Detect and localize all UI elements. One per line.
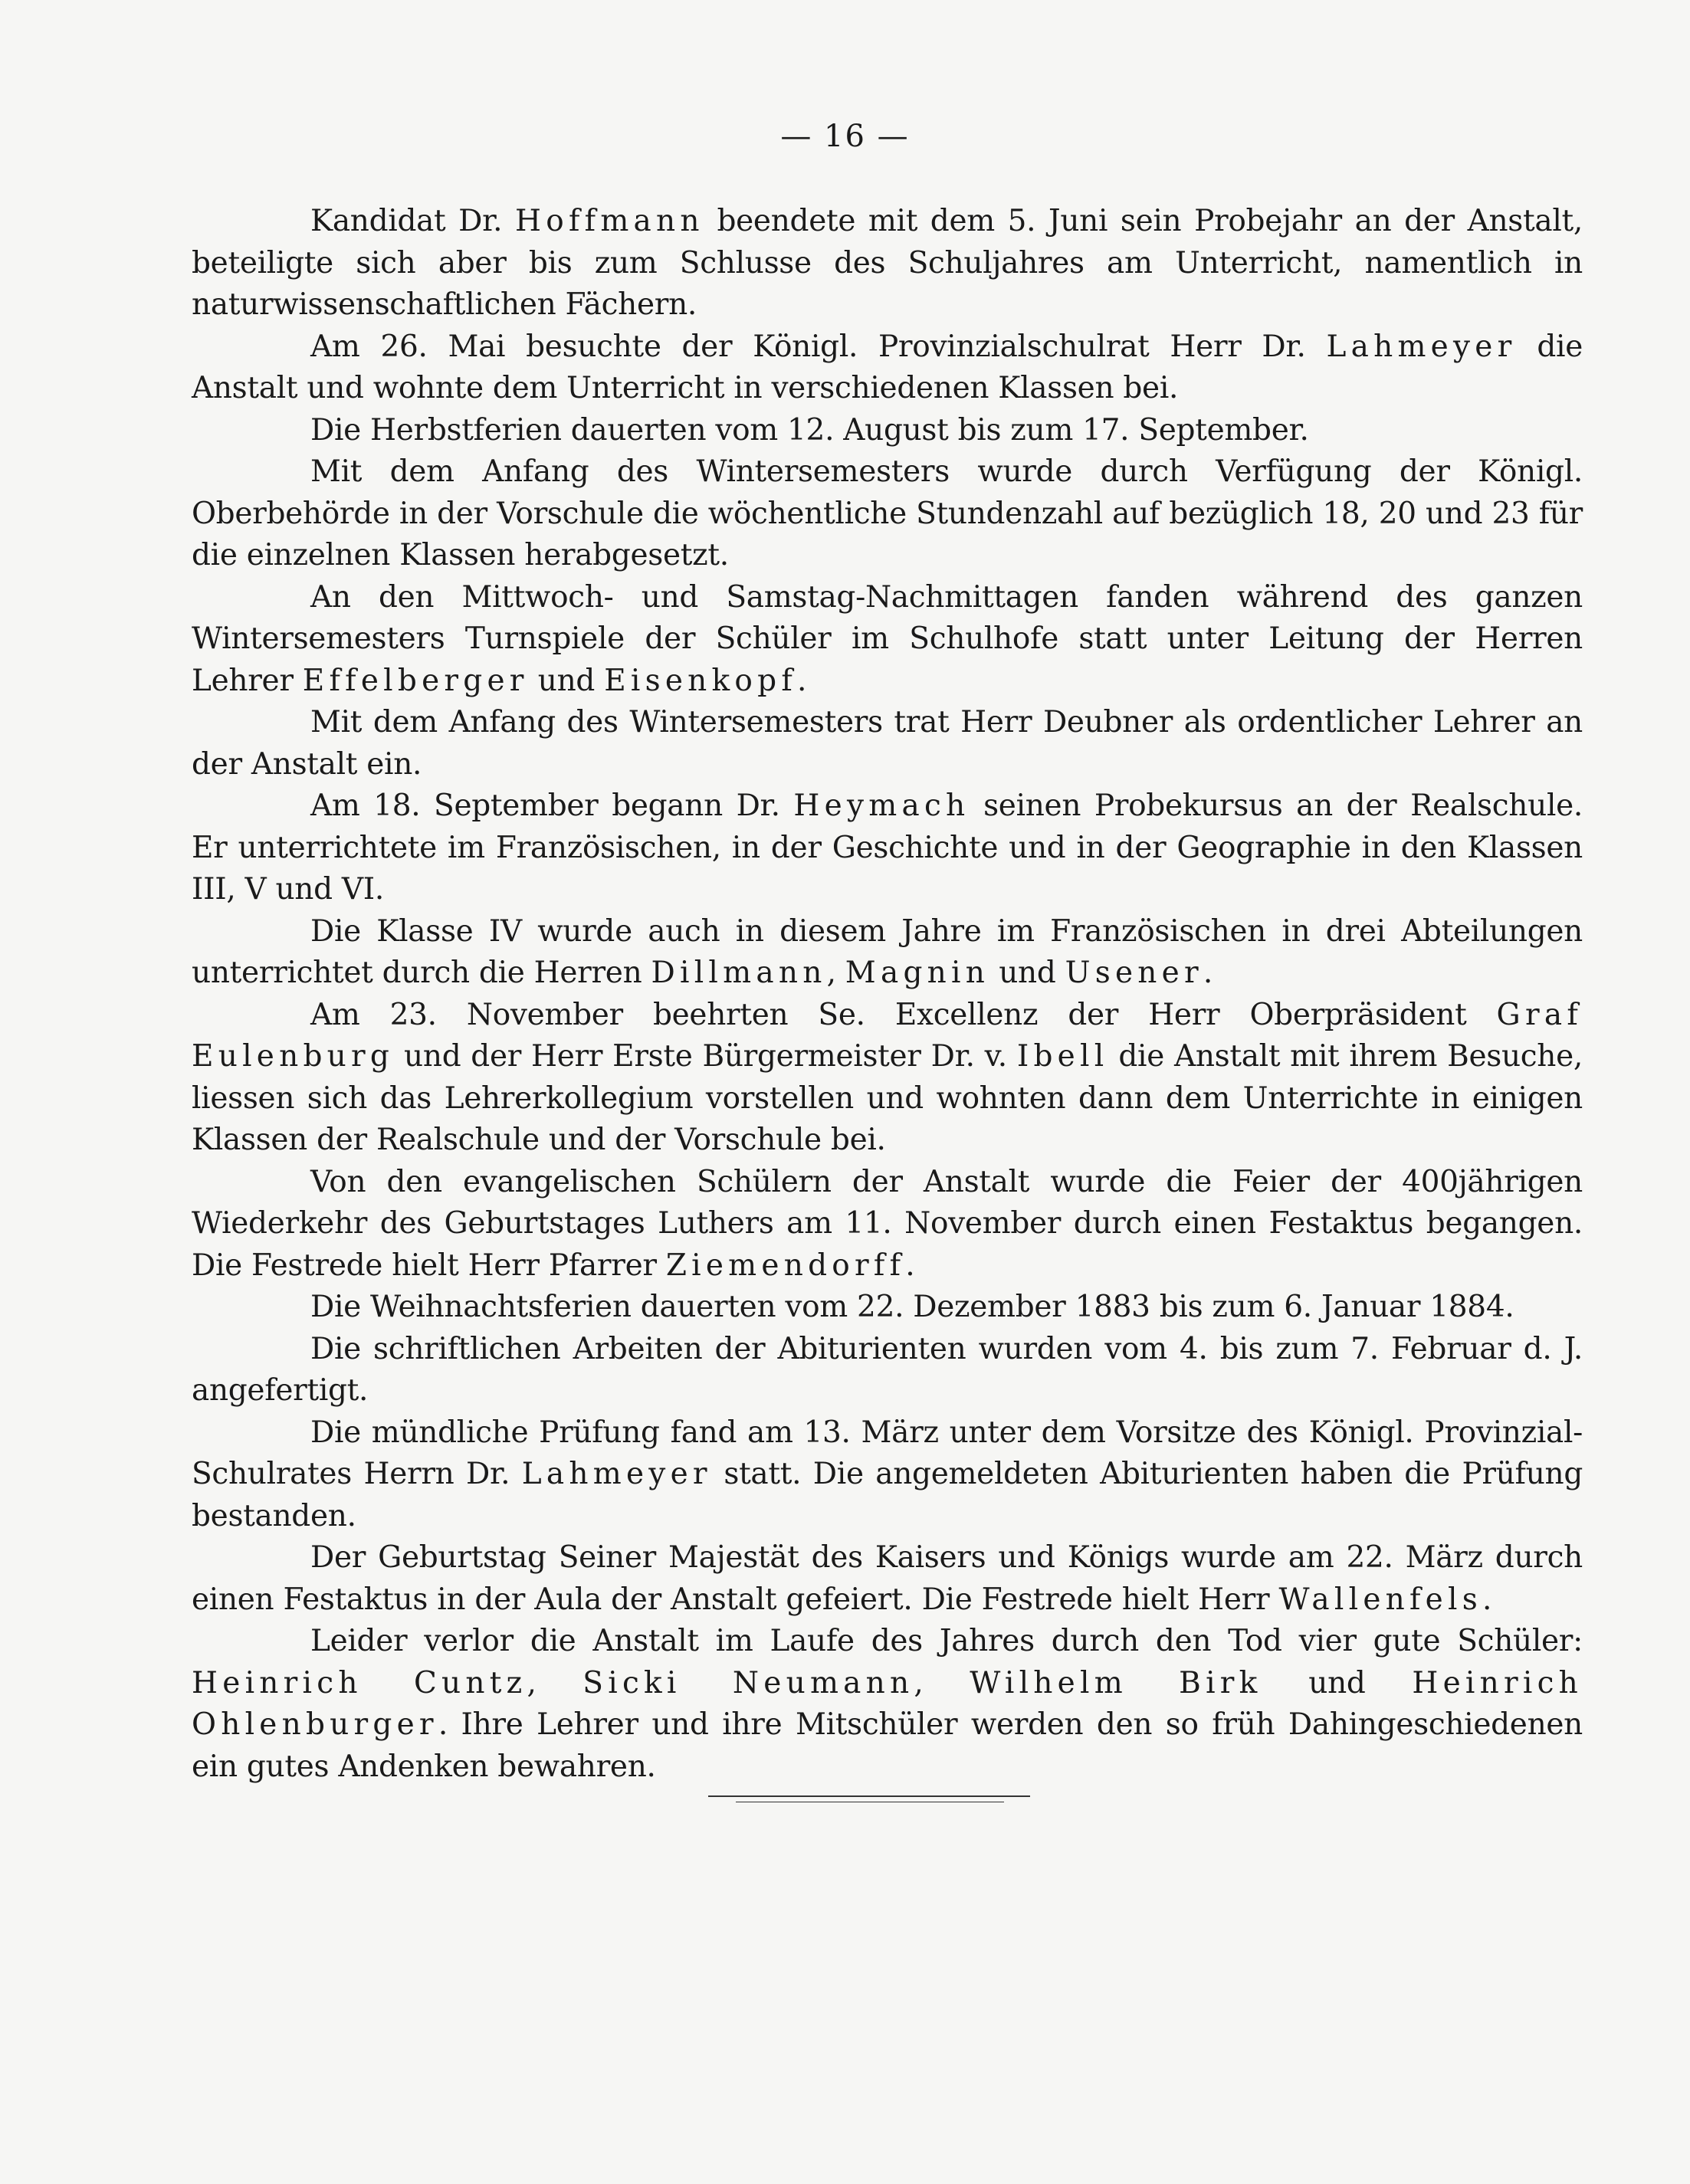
person-name: Lahmeyer xyxy=(521,1457,712,1491)
chronicle-text xyxy=(192,201,1583,1788)
person-name: Graf Eulenburg xyxy=(192,997,1583,1074)
paragraph: Am 23. November beehrten Se. Excellenz der Herr Oberpräsident Graf Eulenburg und der Herr Erste Bürgermeister Dr. v. Ibell die Anstalt mit ihrem Besuche, liessen sich das Lehrerkollegium vorstellen und wohnten dann dem Unterrichte in einigen Klassen der Realschule und der Vorschule bei. xyxy=(192,997,1583,1157)
paragraph: Der Geburtstag Seiner Majestät des Kaisers und Königs wurde am 22. März durch einen Festaktus in der Aula der Anstalt gefeiert. Die Festrede hielt Herr Wallenfels. xyxy=(192,1540,1583,1617)
person-name: Heinrich Cuntz xyxy=(192,1665,527,1700)
person-name: Usener xyxy=(1065,956,1203,990)
paragraph: Die schriftlichen Arbeiten der Abiturienten wurden vom 4. bis zum 7. Februar d. J. angefertigt. xyxy=(192,1331,1583,1408)
paragraph: Kandidat Dr. Hoffmann beendete mit dem 5. Juni sein Probejahr an der Anstalt, beteiligte sich aber bis zum Schlusse des Schuljahres am Unterricht, namentlich in naturwissenschaftlichen Fächern. xyxy=(192,204,1583,322)
paragraph: Mit dem Anfang des Wintersemesters wurde durch Verfügung der Königl. Oberbehörde in der Vorschule die wöchentliche Stundenzahl auf bezüglich 18, 20 und 23 für die einzelnen Klassen herabgesetzt. xyxy=(192,454,1583,572)
person-name: Heymach xyxy=(793,789,970,823)
page-number: — 16 — xyxy=(780,119,910,154)
paragraph: Am 26. Mai besuchte der Königl. Provinzialschulrat Herr Dr. Lahmeyer die Anstalt und wohnte dem Unterricht in verschiedenen Klassen bei. xyxy=(192,329,1583,405)
person-name: Ibell xyxy=(1016,1039,1109,1074)
person-name: Heinrich Ohlenburger xyxy=(192,1665,1583,1742)
person-name: Wallenfels xyxy=(1278,1582,1482,1617)
paragraph: An den Mittwoch- und Samstag-Nachmittagen fanden während des ganzen Wintersemesters Turnspiele der Schüler im Schulhofe statt unter Leitung der Herren Lehrer Effelberger und Eisenkopf. xyxy=(192,579,1583,698)
section-divider xyxy=(708,1795,1030,1797)
person-name: Effelberger xyxy=(302,663,529,698)
paragraph: Am 18. September begann Dr. Heymach seinen Probekursus an der Realschule. Er unterrichtete im Französischen, in der Geschichte und in der Geographie in den Klassen III, V und VI. xyxy=(192,789,1583,907)
person-name: Dillmann xyxy=(651,956,827,990)
paragraph: Von den evangelischen Schülern der Anstalt wurde die Feier der 400jährigen Wiederkehr des Geburtstages Luthers am 11. November durch einen Festaktus begangen. Die Festrede hielt Herr Pfarrer Ziemendorff. xyxy=(192,1164,1583,1283)
paragraph: Die Weihnachtsferien dauerten vom 22. Dezember 1883 bis zum 6. Januar 1884. xyxy=(310,1290,1514,1324)
person-name: Lahmeyer xyxy=(1326,329,1517,364)
paragraph: Die mündliche Prüfung fand am 13. März unter dem Vorsitze des Königl. Provinzial-Schulrates Herrn Dr. Lahmeyer statt. Die angemeldeten Abiturienten haben die Prüfung bestanden. xyxy=(192,1415,1583,1533)
person-name: Hoffmann xyxy=(515,204,704,238)
person-name: Ziemendorff xyxy=(665,1248,906,1283)
paragraph: Leider verlor die Anstalt im Laufe des Jahres durch den Tod vier gute Schüler: Heinrich Cuntz, Sicki Neumann, Wilhelm Birk und Heinrich Ohlenburger. Ihre Lehrer und ihre Mitschüler werden den so früh Dahingeschiedenen ein gutes Andenken bewahren. xyxy=(192,1624,1583,1784)
paragraph: Mit dem Anfang des Wintersemesters trat Herr Deubner als ordentlicher Lehrer an der Anstalt ein. xyxy=(192,705,1583,782)
paragraph: Die Klasse IV wurde auch in diesem Jahre im Französischen in drei Abteilungen unterrichtet durch die Herren Dillmann, Magnin und Usener. xyxy=(192,913,1583,990)
person-name: Sicki Neumann xyxy=(582,1665,914,1700)
person-name: Magnin xyxy=(845,956,990,990)
person-name: Eisenkopf xyxy=(604,663,798,698)
paragraph: Die Herbstferien dauerten vom 12. August bis zum 17. September. xyxy=(310,412,1309,448)
person-name: Wilhelm Birk xyxy=(970,1665,1262,1700)
